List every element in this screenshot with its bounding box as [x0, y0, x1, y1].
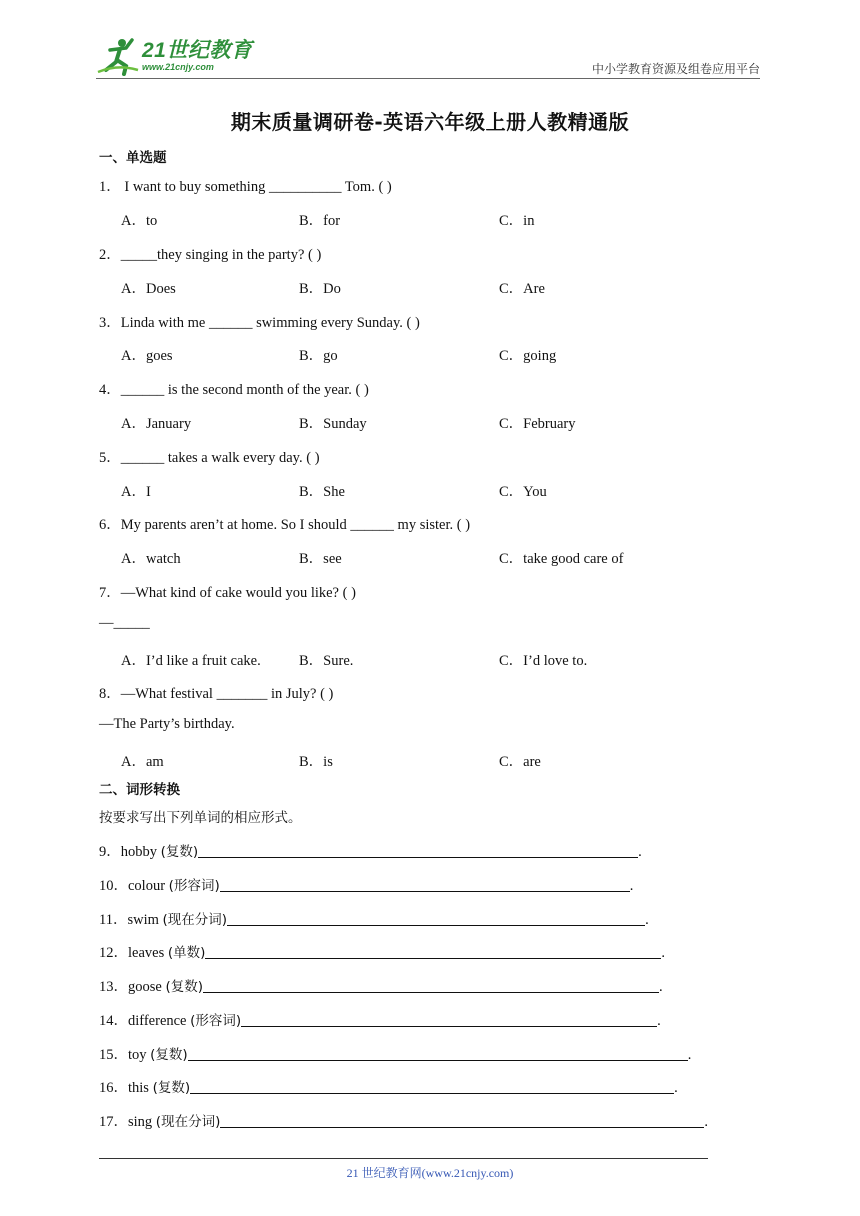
- option-b[interactable]: B．She: [299, 484, 345, 500]
- item-word: this: [128, 1080, 149, 1096]
- answer-blank[interactable]: [220, 876, 630, 892]
- logo-main-text: 21世纪教育: [142, 39, 253, 62]
- item-requirement: (现在分词): [155, 1114, 221, 1130]
- option-a[interactable]: A．goes: [121, 348, 173, 364]
- answer-blank[interactable]: [220, 1112, 704, 1128]
- question-number: 7．: [99, 585, 121, 601]
- item-number: 13．: [99, 979, 128, 995]
- answer-blank[interactable]: [188, 1045, 688, 1061]
- item-number: 16．: [99, 1080, 128, 1096]
- item-word: sing: [128, 1114, 153, 1130]
- item-requirement: (形容词): [168, 878, 220, 894]
- option-a[interactable]: A．to: [121, 213, 158, 229]
- question-5: [99, 446, 320, 467]
- item-requirement: (复数): [165, 979, 204, 995]
- answer-blank[interactable]: [203, 977, 659, 993]
- logo-url-text: www.21cnjy.com: [142, 62, 214, 72]
- word-item-10: 10．colour (形容词) .: [99, 878, 634, 894]
- question-7-response-line: —_____: [99, 615, 150, 631]
- question-number: 8．: [99, 686, 121, 702]
- item-number: 15．: [99, 1047, 128, 1063]
- item-requirement: (现在分词): [162, 912, 228, 928]
- question-6: [99, 513, 470, 534]
- question-8: [99, 682, 333, 703]
- option-c[interactable]: C．You: [499, 484, 547, 500]
- option-c[interactable]: C．going: [499, 348, 557, 364]
- item-requirement: (复数): [160, 844, 199, 860]
- question-2: [99, 243, 321, 264]
- question-number: 5．: [99, 450, 121, 466]
- item-number: 12．: [99, 945, 128, 961]
- item-word: hobby: [120, 844, 157, 860]
- platform-label: 中小学教育资源及组卷应用平台: [591, 62, 760, 76]
- answer-blank[interactable]: [205, 943, 661, 959]
- option-b[interactable]: B．Sure.: [299, 653, 354, 669]
- question-number: 2．: [99, 247, 121, 263]
- question-number: 3．: [99, 315, 121, 331]
- item-requirement: (复数): [152, 1080, 191, 1096]
- option-b[interactable]: B．for: [299, 213, 341, 229]
- question-text: ______ takes a walk every day. ( ): [120, 450, 320, 466]
- question-text: —What festival _______ in July? ( ): [120, 686, 334, 702]
- item-word: leaves: [128, 945, 165, 961]
- section-heading-word-forms: 二、词形转换: [99, 782, 180, 798]
- option-b[interactable]: B．Do: [299, 281, 341, 297]
- header-divider: [96, 78, 760, 79]
- word-item-16: 16．this (复数) .: [99, 1080, 678, 1096]
- question-number: 1．: [99, 179, 121, 195]
- word-item-14: 14．difference (形容词) .: [99, 1013, 661, 1029]
- item-requirement: (单数): [167, 945, 206, 961]
- option-c[interactable]: C．I’d love to.: [499, 653, 588, 669]
- question-text: Linda with me ______ swimming every Sunday. ( ): [120, 315, 420, 331]
- option-c[interactable]: C．February: [499, 416, 576, 432]
- option-b[interactable]: B．is: [299, 754, 333, 770]
- option-c[interactable]: C．are: [499, 754, 541, 770]
- item-requirement: (复数): [150, 1047, 188, 1063]
- question-4: [99, 378, 369, 399]
- question-8-response-line: —The Party’s birthday.: [99, 716, 235, 732]
- question-1: [99, 175, 392, 196]
- answer-blank[interactable]: [241, 1011, 657, 1027]
- option-c[interactable]: C．take good care of: [499, 551, 624, 567]
- page-header: [96, 36, 760, 80]
- logo: [96, 36, 252, 76]
- item-number: 17．: [99, 1114, 128, 1130]
- question-text: _____they singing in the party? ( ): [120, 247, 322, 263]
- question-number: 4．: [99, 382, 121, 398]
- question-text: —What kind of cake would you like? ( ): [120, 585, 356, 601]
- option-a[interactable]: A．watch: [121, 551, 181, 567]
- item-requirement: (形容词): [190, 1013, 242, 1029]
- item-number: 10．: [99, 878, 128, 894]
- option-b[interactable]: B．see: [299, 551, 342, 567]
- option-b[interactable]: B．Sunday: [299, 416, 367, 432]
- option-c[interactable]: C．Are: [499, 281, 545, 297]
- question-text: My parents aren’t at home. So I should ______ my sister. ( ): [120, 517, 471, 533]
- footer-link[interactable]: 21 世纪教育网(www.21cnjy.com): [346, 1166, 514, 1180]
- option-a[interactable]: A．am: [121, 754, 164, 770]
- question-7: [99, 581, 356, 602]
- item-word: difference: [128, 1013, 187, 1029]
- word-item-13: 13．goose (复数) .: [99, 979, 663, 995]
- option-b[interactable]: B．go: [299, 348, 338, 364]
- item-word: toy: [128, 1047, 147, 1063]
- option-a[interactable]: A．I’d like a fruit cake.: [121, 653, 261, 669]
- word-item-11: 11．swim (现在分词) .: [99, 912, 649, 928]
- word-item-17: 17．sing (现在分词) .: [99, 1114, 708, 1130]
- question-text: ______ is the second month of the year. ( ): [120, 382, 369, 398]
- item-number: 14．: [99, 1013, 128, 1029]
- item-word: goose: [128, 979, 162, 995]
- word-item-12: 12．leaves (单数) .: [99, 945, 666, 961]
- answer-blank[interactable]: [198, 842, 638, 858]
- word-forms-instruction: 按要求写出下列单词的相应形式。: [99, 810, 302, 826]
- answer-blank[interactable]: [190, 1078, 674, 1094]
- running-figure-icon: [96, 36, 140, 76]
- option-a[interactable]: A．Does: [121, 281, 176, 297]
- question-3: [99, 311, 420, 332]
- exam-title: 期末质量调研卷-英语六年级上册人教精通版: [230, 110, 630, 134]
- option-a[interactable]: A．January: [121, 416, 192, 432]
- item-number: 9．: [99, 844, 121, 860]
- answer-blank[interactable]: [227, 910, 645, 926]
- item-number: 11．: [99, 912, 128, 928]
- word-item-9: 9．hobby (复数) .: [99, 844, 642, 860]
- footer-divider: [99, 1158, 708, 1159]
- question-text: I want to buy something __________ Tom. ( ): [120, 179, 392, 195]
- section-heading-single-choice: 一、单选题: [99, 150, 167, 166]
- option-a[interactable]: A．I: [121, 484, 151, 500]
- item-word: swim: [127, 912, 159, 928]
- item-word: colour: [128, 878, 166, 894]
- word-item-15: 15．toy (复数) .: [99, 1047, 692, 1063]
- option-c[interactable]: C．in: [499, 213, 535, 229]
- question-number: 6．: [99, 517, 121, 533]
